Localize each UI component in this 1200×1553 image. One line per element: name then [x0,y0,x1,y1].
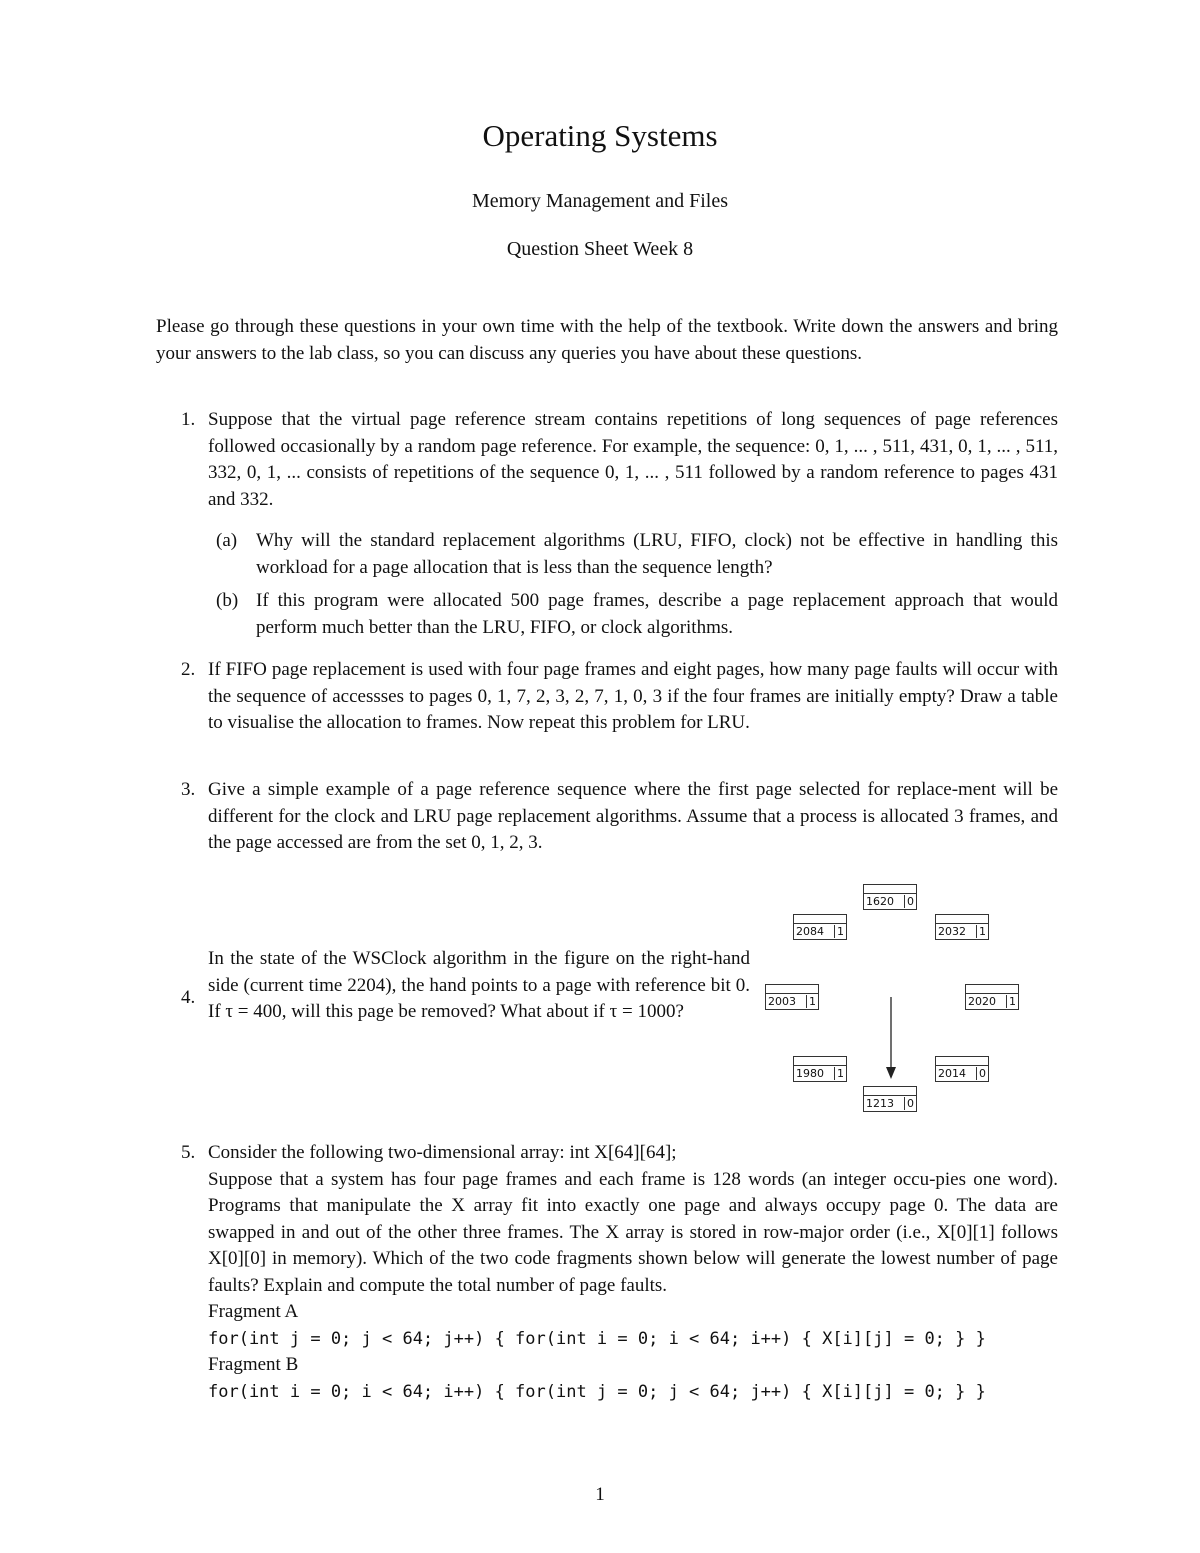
question-5-block [208,1140,1058,1405]
wsclock-entry: 1620 0 [863,884,917,910]
question-3-number: 3. [181,779,196,800]
document-subtitle: Memory Management and Files [471,190,729,212]
question-2-text: If FIFO page replacement is used with four page frames and eight pages, how many page faults will occur with the sequence of accessses to pages 0, 1, 7, 2, 3, 2, 7, 1, 0, 3 if the four frames are initially empty? Draw a table to visualise the allocation to frames. Now repeat this problem for LRU. [208,659,1058,733]
wsclock-entry: 1980 1 [793,1056,847,1082]
question-1a-text: Why will the standard replacement algorithms (LRU, FIFO, clock) not be effective in handling this workload for a page allocation that is less than the sequence length? [256,530,1058,578]
clock-hand-arrow [880,995,902,1085]
question-1b-text: If this program were allocated 500 page frames, describe a page replacement approach that would perform much better than the LRU, FIFO, or clock algorithms. [256,590,1058,638]
question-4-text: In the state of the WSClock algorithm in the figure on the right-hand side (current time 2204), the hand points to a page with reference bit 0. If τ = 400, will this page be removed? What about if τ = 1000? [208,948,750,1022]
wsclock-entry: 1213 0 [863,1086,917,1112]
question-1a-label: (a) [216,530,238,551]
fragment-b-label: Fragment B [208,1354,299,1375]
question-1-text: Suppose that the virtual page reference stream contains repetitions of long sequences of page references followed occasionally by a random page reference. For example, the sequence: 0, 1, ... , 511, 431, 0, 1, ... , 511, 332, 0, 1, ... consists of repetitions of the sequence 0, 1, ... , 511 followed by a random reference to pages 431 and 332. [208,409,1058,510]
fragment-a-label: Fragment A [208,1301,299,1322]
question-1b-label: (b) [216,590,239,611]
question-5-number: 5. [181,1142,196,1163]
document-title: Operating Systems [482,118,718,153]
fragment-b-code: for(int i = 0; i < 64; i++) { for(int j = 0; j < 64; j++) { X[i][j] = 0; } } [208,1381,986,1402]
question-2-number: 2. [181,659,196,680]
question-1-number: 1. [181,409,196,430]
wsclock-entry: 2032 1 [935,914,989,940]
question-3-text: Give a simple example of a page reference sequence where the first page selected for replace-ment will be different for the clock and LRU page replacement algorithms. Assume that a process is allocated 3 frames, and the page accessed are from the set 0, 1, 2, 3. [208,779,1058,853]
wsclock-entry: 2084 1 [793,914,847,940]
question-4-number: 4. [181,987,196,1008]
sheet-label: Question Sheet Week 8 [506,238,694,260]
fragment-a-code: for(int j = 0; j < 64; j++) { for(int i = 0; i < 64; i++) { X[i][j] = 0; } } [208,1328,986,1349]
page-number: 1 [595,1484,605,1505]
wsclock-entry: 2020 1 [965,984,1019,1010]
intro-paragraph: Please go through these questions in your own time with the help of the textbook. Write down the answers and bring your answers to the lab class, so you can discuss any queries you have about these questions. [156,316,1058,364]
wsclock-entry: 2003 1 [765,984,819,1010]
question-5-text: Suppose that a system has four page frames and each frame is 128 words (an integer occu-pies one word). Programs that manipulate the X array fit into exactly one page and always occupy page 0. The data are swapped in and out of the other three frames. The X array is stored in row-major order (i.e., X[0][1] follows X[0][0] in memory). Which of the two code fragments shown below will generate the lowest number of page faults? Explain and compute the total number of page faults. [208,1168,1058,1296]
question-5-intro: Consider the following two-dimensional array: int X[64][64]; [208,1142,677,1163]
wsclock-entry: 2014 0 [935,1056,989,1082]
